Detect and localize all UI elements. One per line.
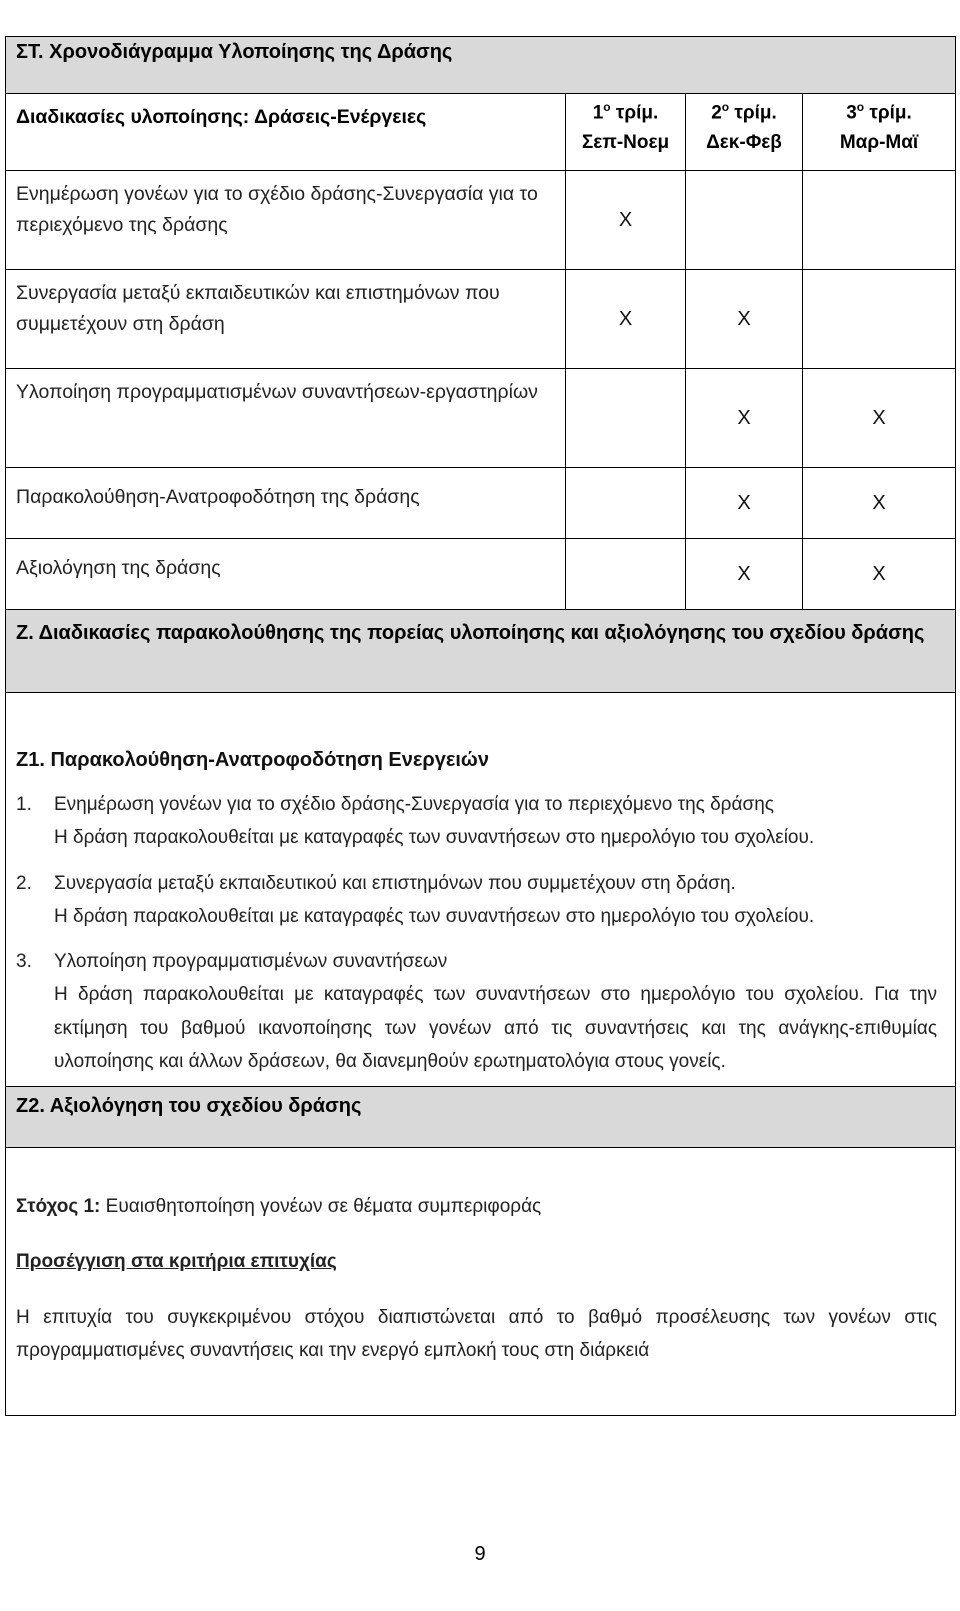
schedule-mark-q1: Χ xyxy=(566,171,686,270)
goal-text: Ευαισθητοποίηση γονέων σε θέματα συμπεριφοράς xyxy=(100,1196,542,1217)
z1-item-text: Η δράση παρακολουθείται με καταγραφές των συναντήσεων στο ημερολόγιο του σχολείου. xyxy=(54,827,815,849)
z1-title: Ζ1. Παρακολούθηση-Ανατροφοδότηση Ενεργειών xyxy=(16,749,489,771)
quarter-1-months: Σεπ-Νοεμ xyxy=(581,131,670,153)
schedule-row xyxy=(6,270,956,369)
schedule-mark-q3 xyxy=(803,171,956,270)
schedule-action: Υλοποίηση προγραμματισμένων συναντήσεων-εργαστηρίων xyxy=(6,369,566,468)
z1-item xyxy=(16,867,937,934)
schedule-action: Αξιολόγηση της δράσης xyxy=(6,539,566,610)
z1-item-text: Η δράση παρακολουθείται με καταγραφές των συναντήσεων στο ημερολόγιο του σχολείου. Για την εκτίμηση του βαθμού ικανοποίησης των γονέων από τις συναντήσεις και της ανάγκης-επιθυμίας υλοποίησης και άλλων δράσεων, θα διανεμηθούν ερωτηματολόγια στους γονείς. xyxy=(54,984,938,1072)
z1-section xyxy=(6,743,956,1087)
schedule-mark-q1: Χ xyxy=(566,270,686,369)
approach-text: Η επιτυχία του συγκεκριμένου στόχου διαπιστώνεται από το βαθμό προσέλευσης των γονέων στις προγραμματισμένες συναντήσεις και την ενεργό εμπλοκή τους στη διάρκειά xyxy=(16,1306,938,1361)
schedule-row xyxy=(6,539,956,610)
quarter-3-header: $3^o$ τρίμ. Μαρ-Μαϊ xyxy=(803,94,956,171)
section-st-title: ΣΤ. Χρονοδιάγραμμα Υλοποίησης της Δράσης xyxy=(6,37,956,94)
section-z-title: Ζ. Διαδικασίες παρακολούθησης της πορείας υλοποίησης και αξιολόγησης του σχεδίου δράσης xyxy=(6,610,956,693)
schedule-mark-q3: Χ xyxy=(803,369,956,468)
schedule-row xyxy=(6,468,956,539)
z2-title: Ζ2. Αξιολόγηση του σχεδίου δράσης xyxy=(6,1087,956,1148)
z1-item-number: 1. xyxy=(16,794,32,815)
schedule-action: Παρακολούθηση-Ανατροφοδότηση της δράσης xyxy=(6,468,566,539)
quarter-3-months: Μαρ-Μαϊ xyxy=(839,131,919,153)
z1-item-heading: Συνεργασία μεταξύ εκπαιδευτικού και επιστημόνων που συμμετέχουν στη δράση. xyxy=(54,872,736,894)
goal-label: Στόχος 1: xyxy=(16,1196,101,1217)
z1-item-text: Η δράση παρακολουθείται με καταγραφές των συναντήσεων στο ημερολόγιο του σχολείου. xyxy=(54,905,815,927)
z1-item xyxy=(16,788,937,855)
goal-section xyxy=(6,1148,956,1416)
schedule-mark-q2: Χ xyxy=(686,369,803,468)
z1-item-number: 3. xyxy=(16,951,32,972)
z1-item xyxy=(16,945,937,1078)
schedule-mark-q1 xyxy=(566,468,686,539)
approach-heading: Προσέγγιση στα κριτήρια επιτυχίας xyxy=(16,1251,337,1273)
schedule-mark-q3: Χ xyxy=(803,468,956,539)
goal-line xyxy=(16,1190,937,1223)
schedule-action: Ενημέρωση γονέων για το σχέδιο δράσης-Συνεργασία για το περιεχόμενο της δράσης xyxy=(6,171,566,270)
page-number: 9 xyxy=(474,1543,486,1565)
document-page xyxy=(5,36,955,1416)
spacer xyxy=(6,693,956,744)
schedule-row xyxy=(6,171,956,270)
z1-item-number: 2. xyxy=(16,872,32,894)
schedule-table xyxy=(5,36,956,1416)
schedule-action: Συνεργασία μεταξύ εκπαιδευτικών και επιστημόνων που συμμετέχουν στη δράση xyxy=(6,270,566,369)
schedule-mark-q1 xyxy=(566,369,686,468)
schedule-header-label: Διαδικασίες υλοποίησης: Δράσεις-Ενέργειες xyxy=(6,94,566,171)
quarter-1-header: $1^o$ τρίμ. Σεπ-Νοεμ xyxy=(566,94,686,171)
schedule-mark-q2: Χ xyxy=(686,270,803,369)
schedule-mark-q2: Χ xyxy=(686,468,803,539)
z1-item-heading: Υλοποίηση προγραμματισμένων συναντήσεων xyxy=(54,951,448,972)
schedule-mark-q1 xyxy=(566,539,686,610)
schedule-row xyxy=(6,369,956,468)
quarter-2-months: Δεκ-Φεβ xyxy=(706,131,782,153)
schedule-mark-q2 xyxy=(686,171,803,270)
schedule-mark-q2: Χ xyxy=(686,539,803,610)
quarter-2-header: $2^o$ τρίμ. Δεκ-Φεβ xyxy=(686,94,803,171)
schedule-mark-q3 xyxy=(803,270,956,369)
schedule-mark-q3: Χ xyxy=(803,539,956,610)
z1-item-heading: Ενημέρωση γονέων για το σχέδιο δράσης-Συνεργασία για το περιεχόμενο της δράσης xyxy=(54,794,774,815)
